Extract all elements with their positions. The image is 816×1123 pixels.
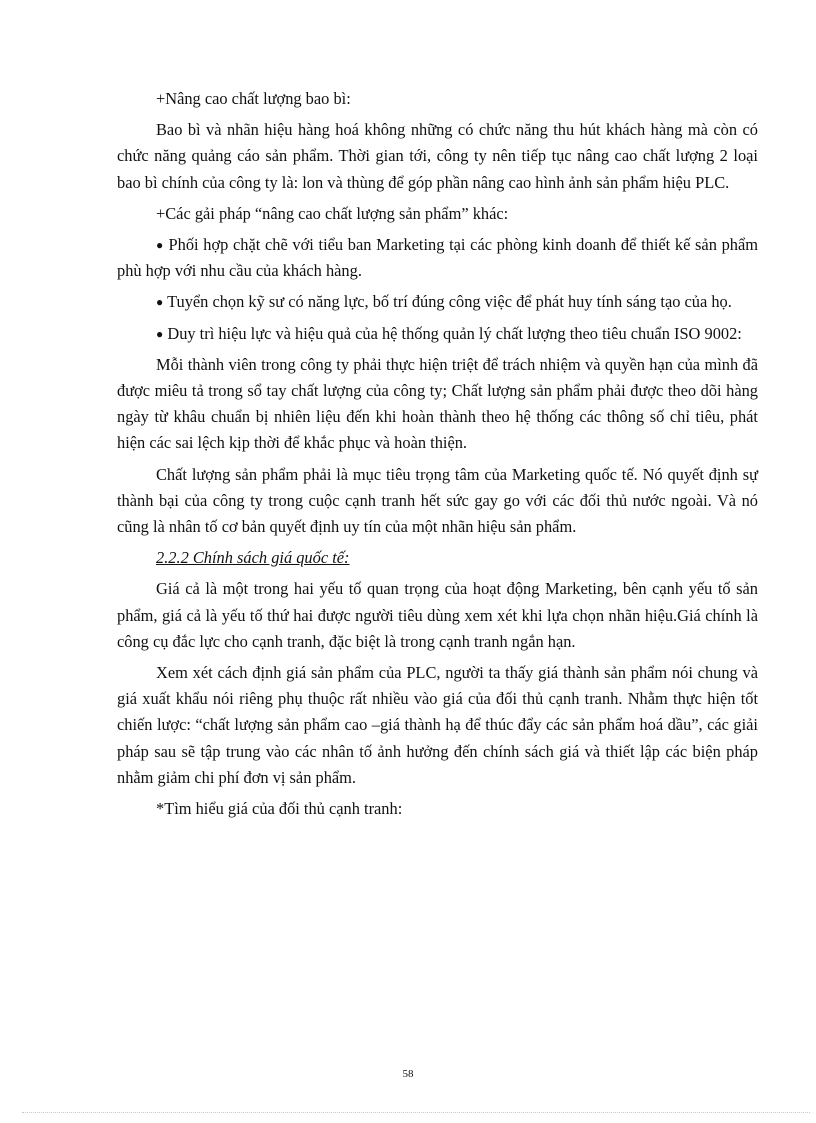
- bullet-icon: ●: [156, 295, 164, 310]
- page-number: 58: [402, 1068, 414, 1080]
- page-bottom-divider: [22, 1112, 810, 1113]
- section-heading-text: 2.2.2 Chính sách giá quốc tế:: [156, 548, 350, 568]
- paragraph-quality-goal: Chất lượng sản phẩm phải là mục tiêu trọng tâm của Marketing quốc tế. Nó quyết định sự thành bại của công ty trong cuộc cạnh tranh hết sức gay go với các đối thủ nước ngoài. Và nó cũng là nhân tố cơ bản quyết định uy tín của một nhãn hiệu sản phẩm.: [117, 464, 758, 537]
- section-heading: [117, 545, 758, 571]
- bullet-item: [117, 232, 758, 284]
- subheading-other-solutions: +Các gải pháp “nâng cao chất lượng sản phẩm” khác:: [156, 203, 509, 223]
- bullet-text: Phối hợp chặt chẽ với tiểu ban Marketing tại các phòng kinh doanh để thiết kế sản phẩm phù hợp với nhu cầu của khách hàng.: [117, 235, 758, 281]
- bullet-item: [117, 321, 758, 347]
- paragraph-price-role: Giá cả là một trong hai yếu tố quan trọng của hoạt động Marketing, bên cạnh yếu tố sản phẩm, giá cả là yếu tố thứ hai được người tiêu dùng xem xét khi lựa chọn nhãn hiệu.Giá chính là công cụ đắc lực cho cạnh tranh, đặc biệt là trong cạnh tranh ngắn hạn.: [117, 579, 758, 651]
- paragraph-responsibility: Mỗi thành viên trong công ty phải thực hiện triệt để trách nhiệm và quyền hạn của mình đã được miêu tả trong sổ tay chất lượng của công ty; Chất lượng sản phẩm phải được theo dõi hàng ngày từ khâu chuẩn bị nhiên liệu đến khi hoàn thành theo hệ thống các thông số chỉ tiêu, phát hiện các sai lệch kịp thời để khắc phục và hoàn thiện.: [117, 354, 758, 453]
- bullet-text: Duy trì hiệu lực và hiệu quả của hệ thống quản lý chất lượng theo tiêu chuẩn ISO 9002:: [167, 323, 742, 343]
- paragraph-pricing: Xem xét cách định giá sản phẩm của PLC, người ta thấy giá thành sản phẩm nói chung và giá xuất khẩu nói riêng phụ thuộc rất nhiều vào giá của đối thủ cạnh tranh. Nhằm thực hiện tốt chiến lược: “chất lượng sản phẩm cao –giá thành hạ để thúc đẩy các sản phẩm hoá dầu”, các giải pháp sau sẽ tập trung vào các nhân tố ảnh hưởng đến chính sách giá và thiết lập các biện pháp nhằm giảm chi phí đơn vị sản phẩm.: [117, 663, 758, 787]
- bullet-item: [117, 289, 758, 315]
- bullet-text: Tuyển chọn kỹ sư có năng lực, bố trí đúng công việc để phát huy tính sáng tạo của họ.: [167, 292, 732, 312]
- document-page: [117, 86, 758, 827]
- subheading-competitor-prices: *Tìm hiểu giá của đối thủ cạnh tranh:: [156, 799, 403, 819]
- bullet-icon: ●: [156, 238, 164, 253]
- bullet-icon: ●: [156, 326, 164, 341]
- paragraph-packaging: Bao bì và nhãn hiệu hàng hoá không những có chức năng thu hút khách hàng mà còn có chức năng quảng cáo sản phẩm. Thời gian tới, công ty nên tiếp tục nâng cao chất lượng 2 loại bao bì chính của công ty là: lon và thùng để góp phần nâng cao hình ảnh sản phẩm hiệu PLC.: [117, 120, 758, 192]
- subheading-packaging: +Nâng cao chất lượng bao bì:: [156, 89, 351, 108]
